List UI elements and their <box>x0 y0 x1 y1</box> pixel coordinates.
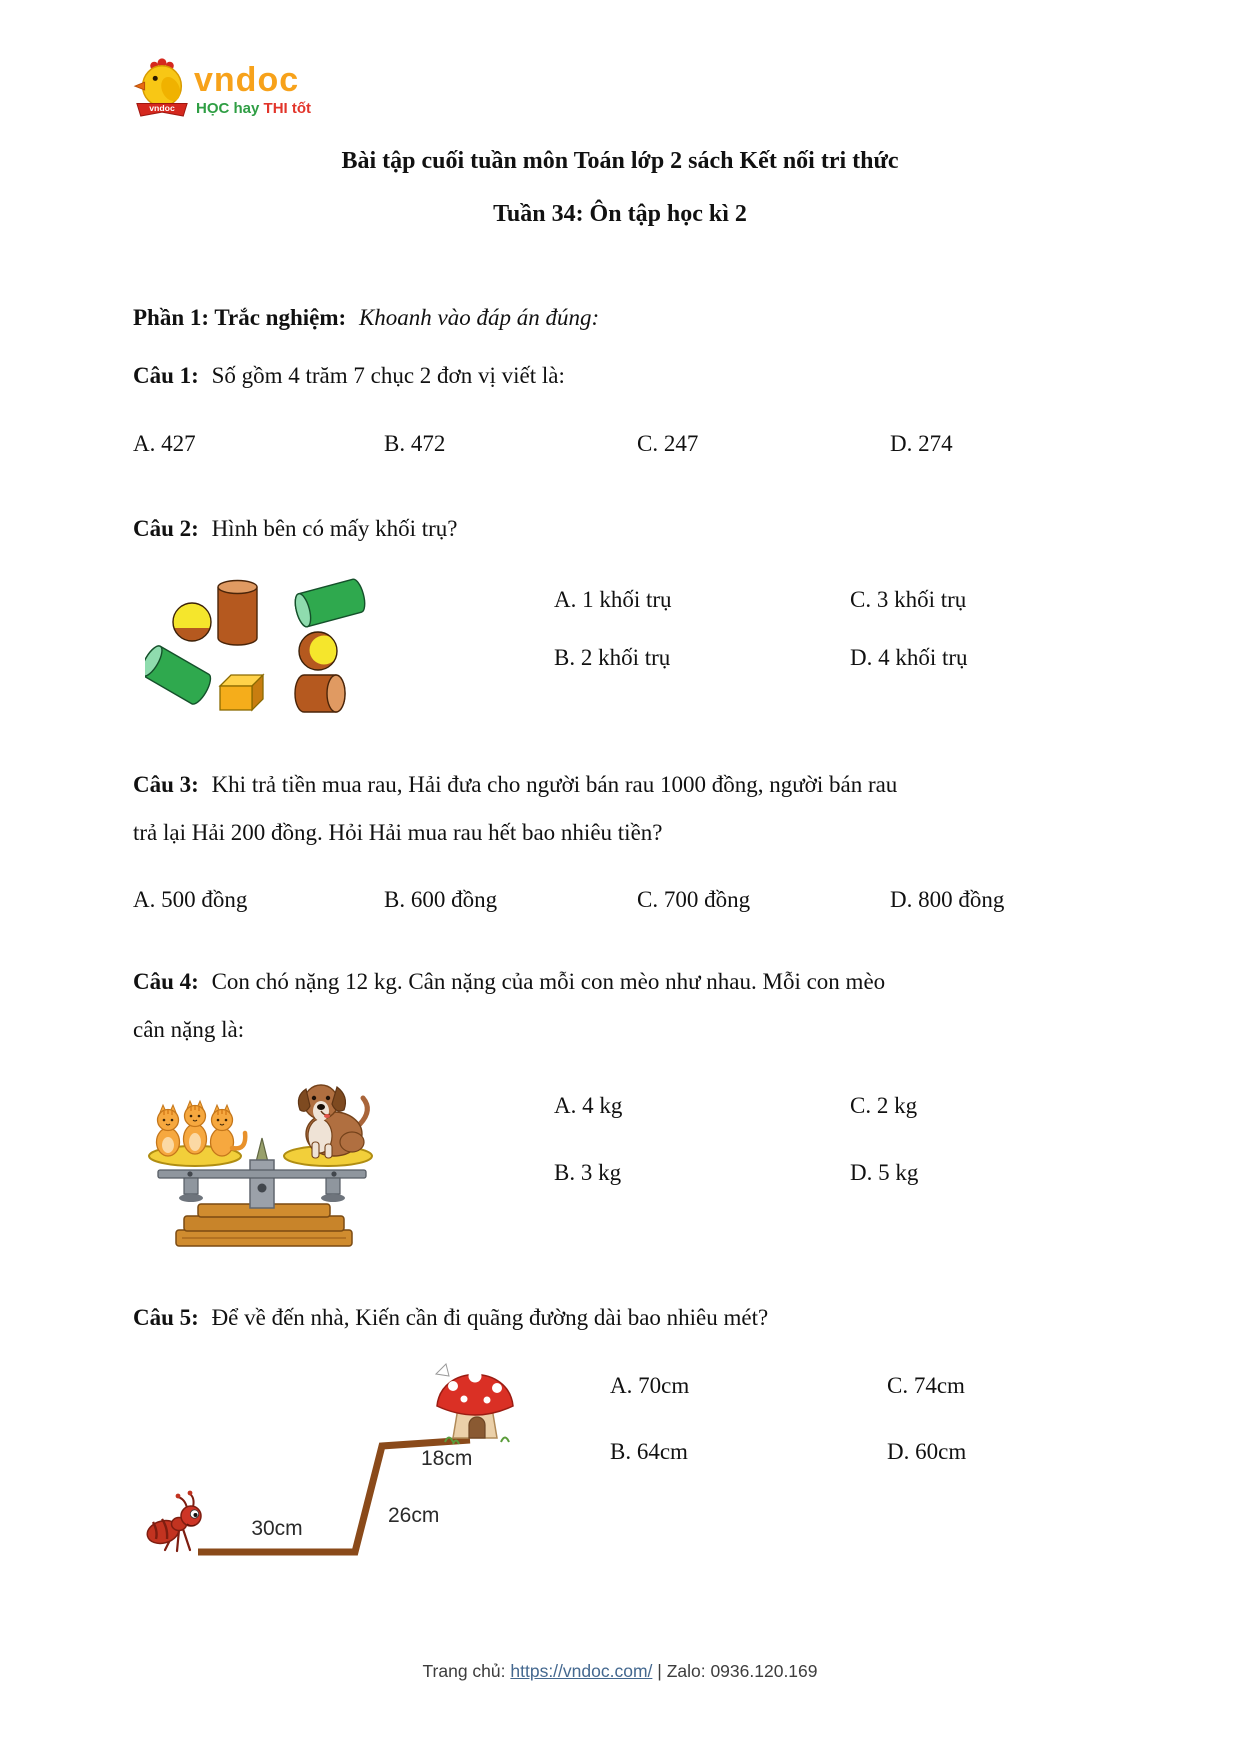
q3-option-b: B. 600 đồng <box>384 887 498 912</box>
q1-options <box>133 430 1133 458</box>
cats-illustration <box>157 1101 246 1156</box>
logo-tagline-red: THI tốt <box>263 100 312 117</box>
balance-scale-cats-dog-figure <box>128 1072 413 1252</box>
cylinder-standing-shape <box>218 581 257 646</box>
footer-separator: | <box>657 1661 662 1681</box>
geometric-blocks-figure <box>145 570 367 722</box>
q4-option-d: D. 5 kg <box>850 1160 919 1185</box>
cylinder-green-shape <box>292 578 367 629</box>
question-5-text: Để về đến nhà, Kiến cần đi quãng đường dài bao nhiêu mét? <box>211 1305 769 1330</box>
q4-option-a: A. 4 kg <box>554 1093 623 1118</box>
question-4-text-line1: Con chó nặng 12 kg. Cân nặng của mỗi con mèo như nhau. Mỗi con mèo <box>211 969 886 994</box>
q4-option-c: C. 2 kg <box>850 1093 918 1118</box>
q5-option-a: A. 70cm <box>610 1373 690 1398</box>
q1-option-c: C. 247 <box>637 431 699 456</box>
q2-option-c: C. 3 khối trụ <box>850 587 967 612</box>
page-title: Bài tập cuối tuần môn Toán lớp 2 sách Kết nối tri thức <box>341 148 899 174</box>
q4-options <box>554 1092 918 1187</box>
mushroom-house-illustration <box>436 1364 513 1444</box>
question-5-label: Câu 5: <box>133 1305 199 1330</box>
q1-option-b: B. 472 <box>384 431 446 456</box>
question-4 <box>133 958 885 1054</box>
q4-option-b: B. 3 kg <box>554 1160 622 1185</box>
logo-banner-text: vndoc <box>149 103 175 114</box>
section-1-instruction: Khoanh vào đáp án đúng: <box>358 305 600 330</box>
section-1-heading <box>133 301 599 335</box>
question-1-text: Số gồm 4 trăm 7 chục 2 đơn vị viết là: <box>211 363 565 388</box>
ant-path-mushroom-figure <box>135 1352 545 1564</box>
q1-option-a: A. 427 <box>133 431 196 456</box>
question-2-text: Hình bên có mấy khối trụ? <box>211 516 458 541</box>
page-subtitle: Tuần 34: Ôn tập học kì 2 <box>493 201 747 227</box>
logo-tagline <box>196 101 311 117</box>
question-3-label: Câu 3: <box>133 772 199 797</box>
q3-option-a: A. 500 đồng <box>133 887 248 912</box>
q2-option-a: A. 1 khối trụ <box>554 587 672 612</box>
q5-options <box>610 1372 966 1466</box>
question-4-label: Câu 4: <box>133 969 199 994</box>
sphere-shape <box>299 632 339 670</box>
chicken-mascot-icon <box>133 56 191 120</box>
segment-label-18cm: 18cm <box>421 1447 473 1470</box>
question-2-label: Câu 2: <box>133 516 199 541</box>
q2-option-d: D. 4 khối trụ <box>850 645 968 670</box>
q2-option-b: B. 2 khối trụ <box>554 645 671 670</box>
logo-tagline-green: HỌC hay <box>196 100 260 117</box>
vndoc-logo <box>133 56 191 126</box>
question-3-text-line1: Khi trả tiền mua rau, Hải đưa cho người bán rau 1000 đồng, người bán rau <box>211 772 898 797</box>
q3-option-d: D. 800 đồng <box>890 887 1005 912</box>
cube-shape <box>220 675 263 710</box>
scale-base <box>176 1204 352 1246</box>
q2-options <box>554 586 968 672</box>
footer-prefix: Trang chủ: <box>422 1661 506 1681</box>
segment-label-26cm: 26cm <box>388 1504 440 1527</box>
logo-brand-text: vndoc <box>194 61 300 99</box>
question-3 <box>133 761 897 857</box>
cylinder-lying-shape <box>295 675 345 712</box>
sphere-shape <box>173 603 211 641</box>
page-footer <box>0 1661 1240 1682</box>
segment-label-30cm: 30cm <box>251 1517 303 1540</box>
question-1 <box>133 352 565 400</box>
section-1-label: Phần 1: Trắc nghiệm: <box>133 305 347 330</box>
q5-option-d: D. 60cm <box>887 1439 967 1464</box>
homepage-link[interactable]: https://vndoc.com/ <box>510 1661 653 1681</box>
question-1-label: Câu 1: <box>133 363 199 388</box>
q3-option-c: C. 700 đồng <box>637 887 751 912</box>
q5-option-c: C. 74cm <box>887 1373 965 1398</box>
question-5 <box>133 1294 768 1342</box>
q3-options <box>133 886 1133 914</box>
footer-zalo: Zalo: 0936.120.169 <box>666 1661 818 1681</box>
question-2 <box>133 505 457 553</box>
question-4-text-line2: cân nặng là: <box>133 1017 245 1042</box>
question-3-text-line2: trả lại Hải 200 đồng. Hỏi Hải mua rau hết bao nhiêu tiền? <box>133 820 663 845</box>
q5-option-b: B. 64cm <box>610 1439 688 1464</box>
q1-option-d: D. 274 <box>890 431 953 456</box>
ant-illustration <box>145 1491 201 1551</box>
cylinder-green-shape <box>145 643 214 707</box>
